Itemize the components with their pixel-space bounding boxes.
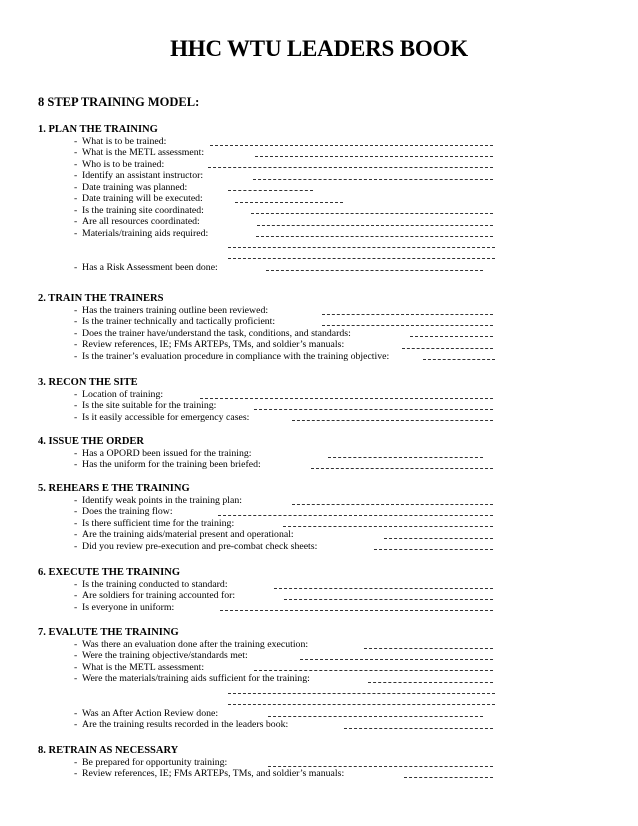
form-item: - What is the METL assessment: [38,147,483,158]
form-item: - Was there an evaluation done after the training execution: [38,639,483,650]
form-item: - Has a Risk Assessment been done: [38,262,483,273]
section-7 [38,626,483,731]
form-item: - Are soldiers for training accounted for: [38,590,483,601]
answer-line[interactable] [257,225,493,226]
form-item: - Does the trainer have/understand the task, conditions, and standards: [38,328,483,339]
section-heading: 2. TRAIN THE TRAINERS [38,293,164,304]
item-label: Were the materials/training aids sufficient for the training: [82,673,310,685]
form-item: - Has a OPORD been issued for the training: [38,448,483,459]
item-label: Does the training flow: [82,506,173,518]
answer-line[interactable] [220,610,493,611]
answer-line[interactable] [266,270,483,271]
answer-line[interactable] [228,704,495,705]
item-label: Date training will be executed: [82,193,203,205]
form-item: - Were the materials/training aids sufficient for the training: [38,673,483,684]
form-item: - Location of training: [38,389,483,400]
section-heading: 7. EVALUTE THE TRAINING [38,627,179,638]
section-6 [38,566,483,613]
item-label: What is the METL assessment: [82,661,205,673]
section-heading: 5. REHEARS E THE TRAINING [38,483,190,494]
item-label: Location of training: [82,389,164,400]
form-item: - Is the site suitable for the training: [38,400,483,411]
answer-line[interactable] [322,314,493,315]
answer-line[interactable] [228,190,313,191]
section-heading: 1. PLAN THE TRAINING [38,124,158,135]
section-1 [38,123,483,273]
answer-line[interactable] [268,766,493,767]
item-label: Are all resources coordinated: [82,216,200,228]
item-label: Identify an assistant instructor: [82,170,204,182]
item-label: Be prepared for opportunity training: [82,757,228,768]
item-label: Is the training conducted to standard: [82,579,228,590]
form-item: - Review references, IE; FMs ARTEPs, TMs, and soldier’s manuals: [38,768,483,779]
answer-line[interactable] [292,504,493,505]
form-item: - Review references, IE; FMs ARTEPs, TMs, and soldier’s manuals: [38,339,483,350]
answer-line[interactable] [268,716,483,717]
section-2 [38,292,483,362]
item-label: Is the site suitable for the training: [82,400,217,412]
form-item: - Is the training site coordinated: [38,205,483,216]
answer-line[interactable] [311,468,493,469]
item-label: Materials/training aids required: [82,227,209,239]
answer-line[interactable] [292,420,493,421]
item-label: Is there sufficient time for the training: [82,517,235,529]
item-label: Is the trainer technically and tactically proficient: [82,316,276,328]
answer-line[interactable] [344,728,493,729]
item-label: Identify weak points in the training plan: [82,495,242,506]
item-label: Is the trainer’s evaluation procedure in compliance with the training objective: [82,350,390,362]
answer-line[interactable] [228,258,495,259]
form-item: - Be prepared for opportunity training: [38,757,483,768]
item-label: Is the training site coordinated: [82,204,204,216]
form-item: - Is it easily accessible for emergency cases: [38,412,483,423]
continuation-line-row [38,696,483,707]
answer-line[interactable] [210,145,493,146]
form-item: - What is the METL assessment: [38,662,483,673]
form-item: - Is the training conducted to standard: [38,579,483,590]
answer-line[interactable] [208,167,493,168]
form-item: - What is to be trained: [38,136,483,147]
answer-line[interactable] [423,359,495,360]
item-label: Has a OPORD been issued for the training: [82,448,252,459]
answer-line[interactable] [256,236,493,237]
answer-line[interactable] [253,179,493,180]
section-4 [38,435,483,471]
form-item: - Identify an assistant instructor: [38,170,483,181]
section-heading: 4. ISSUE THE ORDER [38,436,145,447]
answer-line[interactable] [410,336,493,337]
item-label: Does the trainer have/understand the task, conditions, and standards: [82,327,351,339]
form-item: - Date training will be executed: [38,193,483,204]
continuation-line-row [38,250,483,261]
form-item: - Identify weak points in the training plan: [38,495,483,506]
section-heading: 8. RETRAIN AS NECESSARY [38,745,179,756]
answer-line[interactable] [228,693,495,694]
answer-line[interactable] [274,588,493,589]
section-heading: 6. EXECUTE THE TRAINING [38,567,180,578]
page-title: HHC WTU LEADERS BOOK [170,36,468,61]
item-label: What is the METL assessment: [82,147,205,159]
form-item: - Are the training aids/material present and operational: [38,529,483,540]
form-item: - Was an After Action Review done: [38,708,483,719]
answer-line[interactable] [364,648,493,649]
answer-line[interactable] [218,515,493,516]
form-item: - Who is to be trained: [38,159,483,170]
answer-line[interactable] [255,156,493,157]
item-label: What is to be trained: [82,136,167,147]
item-label: Was there an evaluation done after the training execution: [82,639,309,650]
item-label: Were the training objective/standards met: [82,650,248,662]
form-item: - Has the trainers training outline been reviewed: [38,305,483,316]
item-label: Is everyone in uniform: [82,601,175,613]
item-label: Did you review pre-execution and pre-combat check sheets: [82,540,318,552]
answer-line[interactable] [284,599,493,600]
form-item: - Has the uniform for the training been briefed: [38,459,483,470]
item-label: Who is to be trained: [82,158,165,170]
form-item: - Materials/training aids required: [38,228,483,239]
form-item: - Is everyone in uniform: [38,602,483,613]
item-label: Was an After Action Review done: [82,707,219,719]
item-label: Date training was planned: [82,181,188,193]
answer-line[interactable] [283,526,493,527]
answer-line[interactable] [235,202,343,203]
answer-line[interactable] [322,325,493,326]
answer-line[interactable] [300,659,493,660]
answer-line[interactable] [254,670,493,671]
answer-line[interactable] [200,398,493,399]
answer-line[interactable] [384,538,493,539]
item-label: Review references, IE; FMs ARTEPs, TMs, and soldier’s manuals: [82,768,345,780]
item-label: Has the uniform for the training been briefed: [82,459,261,471]
section-5 [38,482,483,552]
model-heading: 8 STEP TRAINING MODEL: [38,95,200,109]
form-item: - Is the trainer’s evaluation procedure in compliance with the training objective: [38,351,483,362]
answer-line[interactable] [328,457,483,458]
answer-line[interactable] [251,213,493,214]
answer-line[interactable] [374,549,493,550]
continuation-line-row [38,239,483,250]
item-label: Review references, IE; FMs ARTEPs, TMs, and soldier’s manuals: [82,339,345,351]
answer-line[interactable] [404,777,493,778]
form-item: - Does the training flow: [38,506,483,517]
form-item: - Is the trainer technically and tactically proficient: [38,316,483,327]
item-label: Are soldiers for training accounted for: [82,590,236,602]
answer-line[interactable] [254,409,493,410]
form-item: - Is there sufficient time for the training: [38,518,483,529]
item-label: Has a Risk Assessment been done: [82,261,218,273]
section-8 [38,744,483,780]
form-item: - Are all resources coordinated: [38,216,483,227]
form-item: - Did you review pre-execution and pre-combat check sheets: [38,541,483,552]
answer-line[interactable] [368,682,493,683]
form-item: - Were the training objective/standards met: [38,650,483,661]
form-item: - Date training was planned: [38,182,483,193]
item-label: Has the trainers training outline been reviewed: [82,305,269,316]
answer-line[interactable] [228,247,495,248]
continuation-line-row [38,685,483,696]
section-heading: 3. RECON THE SITE [38,377,138,388]
item-label: Is it easily accessible for emergency cases: [82,411,250,423]
form-item: - Are the training results recorded in the leaders book: [38,719,483,730]
section-3 [38,376,483,423]
item-label: Are the training aids/material present and operational: [82,529,294,541]
answer-line[interactable] [402,348,493,349]
item-label: Are the training results recorded in the leaders book: [82,719,289,731]
